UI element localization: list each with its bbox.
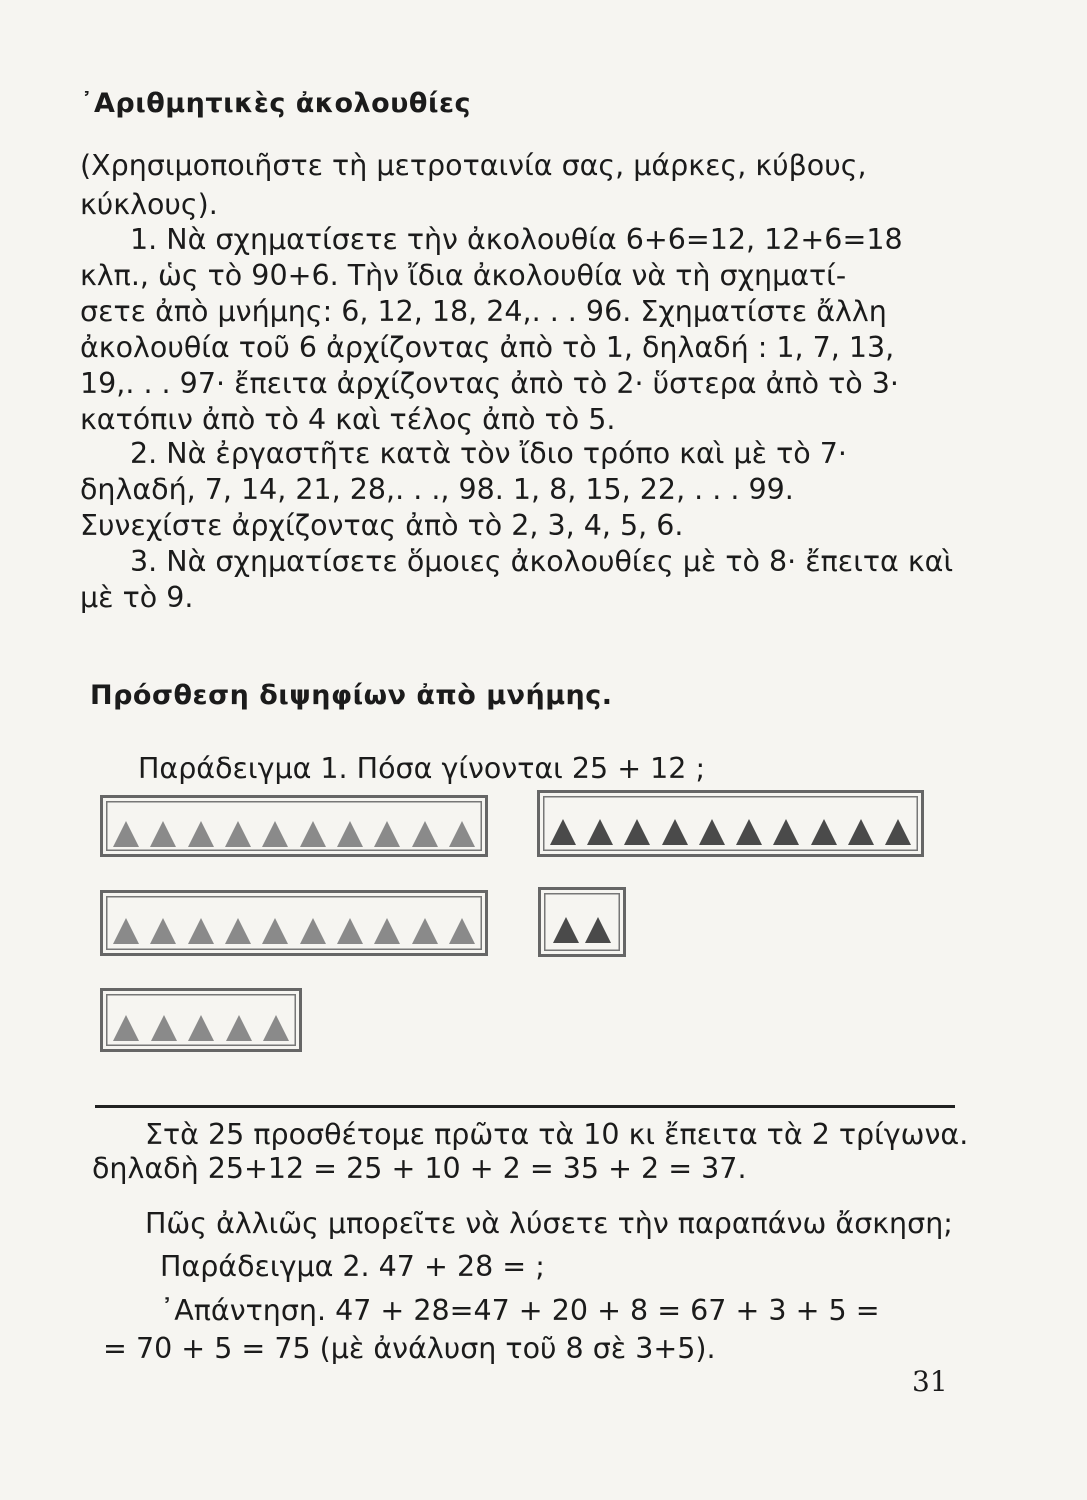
triangle-box-right-2 [538,887,626,957]
triangle-icon [337,918,363,944]
triangle-icon [412,821,438,847]
triangle-icon [553,917,579,943]
triangle-icon [811,819,837,845]
triangle-icon [188,821,214,847]
triangle-icon [624,819,650,845]
triangle-icon [374,918,400,944]
triangle-icon [262,918,288,944]
item1-line-4: ἀκολουθία τοῦ 6 ἀρχίζοντας ἀπὸ τὸ 1, δηλαδή : 1, 7, 13, [80,331,895,364]
triangle-icon [374,821,400,847]
item1-line-2: κλπ., ὡς τὸ 90+6. Τὴν ἴδια ἀκολουθία νὰ τὴ σχηματί- [80,259,847,292]
triangle-icon [188,918,214,944]
triangle-icon [150,918,176,944]
triangle-icon [113,918,139,944]
triangle-icon [449,821,475,847]
question-line: Πῶς ἀλλιῶς μπορεῖτε νὰ λύσετε τὴν παραπάνω ἄσκηση; [145,1207,953,1240]
item2-line-3: Συνεχίστε ἀρχίζοντας ἀπὸ τὸ 2, 3, 4, 5, 6. [80,509,684,542]
intro-line-2: κύκλους). [80,188,218,221]
section-title-sequences: ᾿Αριθμητικὲς ἀκολουθίες [80,88,472,119]
triangle-icon [699,819,725,845]
triangle-icon [150,821,176,847]
triangle-icon [113,821,139,847]
example2-line: Παράδειγμα 2. 47 + 28 = ; [160,1250,545,1283]
item2-line-1: 2. Νὰ ἐργαστῆτε κατὰ τὸν ἴδιο τρόπο καὶ μὲ τὸ 7· [130,437,847,470]
item3-line-2: μὲ τὸ 9. [80,581,194,614]
triangle-icon [300,821,326,847]
triangle-icon [885,819,911,845]
page-number: 31 [912,1365,948,1398]
answer-line-1: ᾿Απάντηση. 47 + 28=47 + 20 + 8 = 67 + 3 + 5 = [160,1294,880,1327]
triangle-icon [113,1015,139,1041]
example1-text: Παράδειγμα 1. Πόσα γίνονται 25 + 12 ; [138,752,706,785]
triangle-icon [151,1015,177,1041]
item2-line-2: δηλαδή, 7, 14, 21, 28,. . ., 98. 1, 8, 15, 22, . . . 99. [80,473,794,506]
triangle-icon [300,918,326,944]
triangle-icon [226,1015,252,1041]
triangle-icon [225,821,251,847]
triangle-icon [550,819,576,845]
triangle-box-left-1 [100,795,488,857]
triangle-icon [662,819,688,845]
triangle-icon [225,918,251,944]
triangle-box-left-2 [100,890,488,956]
horizontal-rule [95,1105,955,1108]
item3-line-1: 3. Νὰ σχηματίσετε ὅμοιες ἀκολουθίες μὲ τὸ 8· ἔπειτα καὶ [130,545,954,578]
item1-line-3: σετε ἀπὸ μνήμης: 6, 12, 18, 24,. . . 96. Σχηματίστε ἄλλη [80,295,887,328]
triangle-icon [412,918,438,944]
triangle-icon [449,918,475,944]
item1-line-6: κατόπιν ἀπὸ τὸ 4 καὶ τέλος ἀπὸ τὸ 5. [80,403,616,436]
triangle-icon [263,1015,289,1041]
triangle-icon [188,1015,214,1041]
section-title-addition: Πρόσθεση διψηφίων ἀπὸ μνήμης. [90,680,613,711]
triangle-box-right-1 [537,790,924,857]
triangle-icon [585,917,611,943]
triangle-icon [773,819,799,845]
triangle-icon [736,819,762,845]
intro-line-1: (Χρησιμοποιῆστε τὴ μετροταινία σας, μάρκες, κύβους, [80,149,867,182]
explanation-line-2: δηλαδὴ 25+12 = 25 + 10 + 2 = 35 + 2 = 37. [92,1152,747,1185]
item1-line-1: 1. Νὰ σχηματίσετε τὴν ἀκολουθία 6+6=12, 12+6=18 [130,223,903,256]
triangle-icon [262,821,288,847]
triangle-icon [337,821,363,847]
answer-line-2: = 70 + 5 = 75 (μὲ ἀνάλυση τοῦ 8 σὲ 3+5). [103,1332,716,1365]
item1-line-5: 19,. . . 97· ἔπειτα ἀρχίζοντας ἀπὸ τὸ 2· ὕστερα ἀπὸ τὸ 3· [80,367,899,400]
explanation-line-1: Στὰ 25 προσθέτομε πρῶτα τὰ 10 κι ἔπειτα τὰ 2 τρίγωνα. [145,1118,969,1151]
triangle-box-left-3 [100,988,302,1052]
triangle-icon [587,819,613,845]
triangle-icon [848,819,874,845]
